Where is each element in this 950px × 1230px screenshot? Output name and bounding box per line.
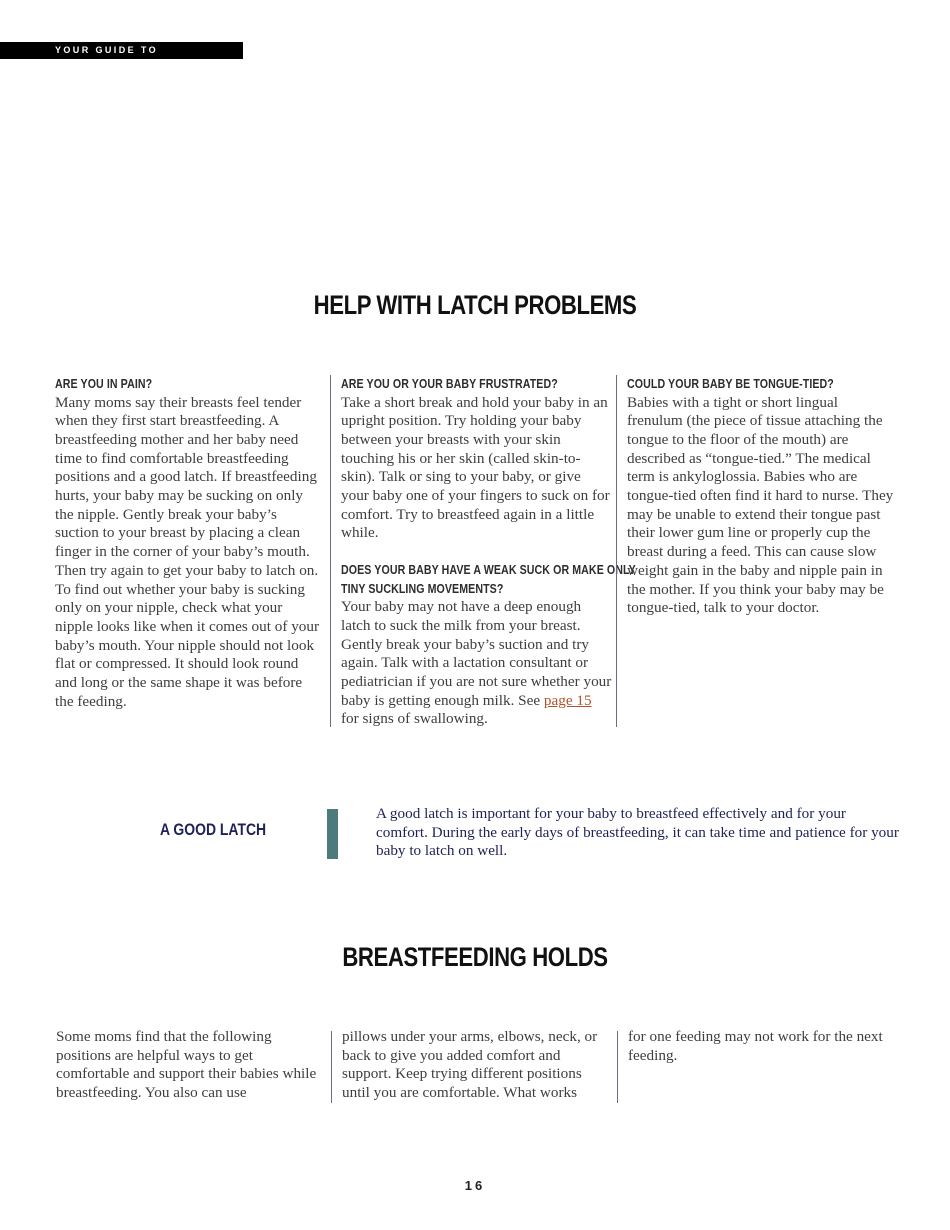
holds-paragraph-1: Some moms find that the following positions are helpful ways to get comfortable and support their babies while breastfeeding. You also can use <box>56 1028 317 1102</box>
section-title-latch: HELP WITH LATCH PROBLEMS <box>313 290 637 320</box>
holds-column-3 <box>617 1028 899 1103</box>
paragraph-frustrated: Take a short break and hold your baby in an upright position. Try holding your baby between your breasts with your skin touching his or her skin (called skin-to-skin). Talk or sing to your baby, or give your baby one of your fingers to suck on for comfort. Try to breastfeed again in a little while. <box>341 393 610 542</box>
latch-column-3 <box>616 375 896 727</box>
good-latch-accent-bar <box>327 809 338 859</box>
latch-column-1 <box>55 375 320 711</box>
good-latch-label: A GOOD LATCH <box>160 820 267 839</box>
paragraph-weak-suck <box>341 598 612 729</box>
subheading-pain: ARE YOU IN PAIN? <box>55 377 153 391</box>
holds-paragraph-2: pillows under your arms, elbows, neck, or back to give you added comfort and support. Keep trying different positions until you are comfortable. What works <box>342 1028 598 1102</box>
latch-column-2 <box>330 375 636 728</box>
subheading-frustrated: ARE YOU OR YOUR BABY FRUSTRATED? <box>341 377 558 391</box>
page-15-link[interactable]: page 15 <box>543 691 592 709</box>
subheading-weak-suck-line1: DOES YOUR BABY HAVE A WEAK SUCK OR MAKE ONLY <box>341 563 636 578</box>
holds-column-1 <box>56 1028 318 1103</box>
holds-column-2 <box>331 1028 613 1103</box>
subheading-tongue-tied: COULD YOUR BABY BE TONGUE-TIED? <box>627 377 834 391</box>
running-header: YOUR GUIDE TO BREASTFEEDING <box>0 42 243 59</box>
good-latch-text: A good latch is important for your baby to breastfeed effectively and for your comfort. During the early days of breastfeeding, it can take time and patience for your baby to latch on well. <box>376 805 899 860</box>
paragraph-pain: Many moms say their breasts feel tender when they first start breastfeeding. A breastfeeding mother and her baby need time to find comfortable breastfeeding positions and a good latch. If breastfeeding hurts, your baby may be sucking on only the nipple. Gently break your baby’s suction to your breast by placing a clean finger in the corner of your baby’s mouth. Then try again to get your baby to latch on. To find out whether your baby is sucking only on your nipple, check what your nipple looks like when it comes out of your baby’s mouth. Your nipple should not look flat or compressed. It should look round and long or the same shape it was before the feeding. <box>55 393 320 710</box>
paragraph-weak-suck-end: for signs of swallowing. <box>341 710 488 728</box>
paragraph-weak-suck-text: Your baby may not have a deep enough latch to suck the milk from your breast. Gently break your baby’s suction and try again. Talk with a lactation consultant or pediatrician if you are not sure whether your baby is getting enough milk. See <box>341 598 612 709</box>
paragraph-tongue-tied: Babies with a tight or short lingual frenulum (the piece of tissue attaching the tongue to the floor of the mouth) are described as “tongue-tied.” The medical term is ankyloglossia. Babies who are tongue-tied often find it hard to nurse. They may be unable to extend their tongue past their lower gum line or properly cup the breast during a feed. This can cause slow weight gain in the baby and nipple pain in the mother. If you think your baby may be tongue-tied, talk to your doctor. <box>627 393 894 617</box>
holds-paragraph-3: for one feeding may not work for the next feeding. <box>628 1028 883 1064</box>
section-title-holds: BREASTFEEDING HOLDS <box>342 942 608 972</box>
subheading-weak-suck-line2: TINY SUCKLING MOVEMENTS? <box>341 581 504 596</box>
page-number: 16 <box>464 1178 486 1193</box>
